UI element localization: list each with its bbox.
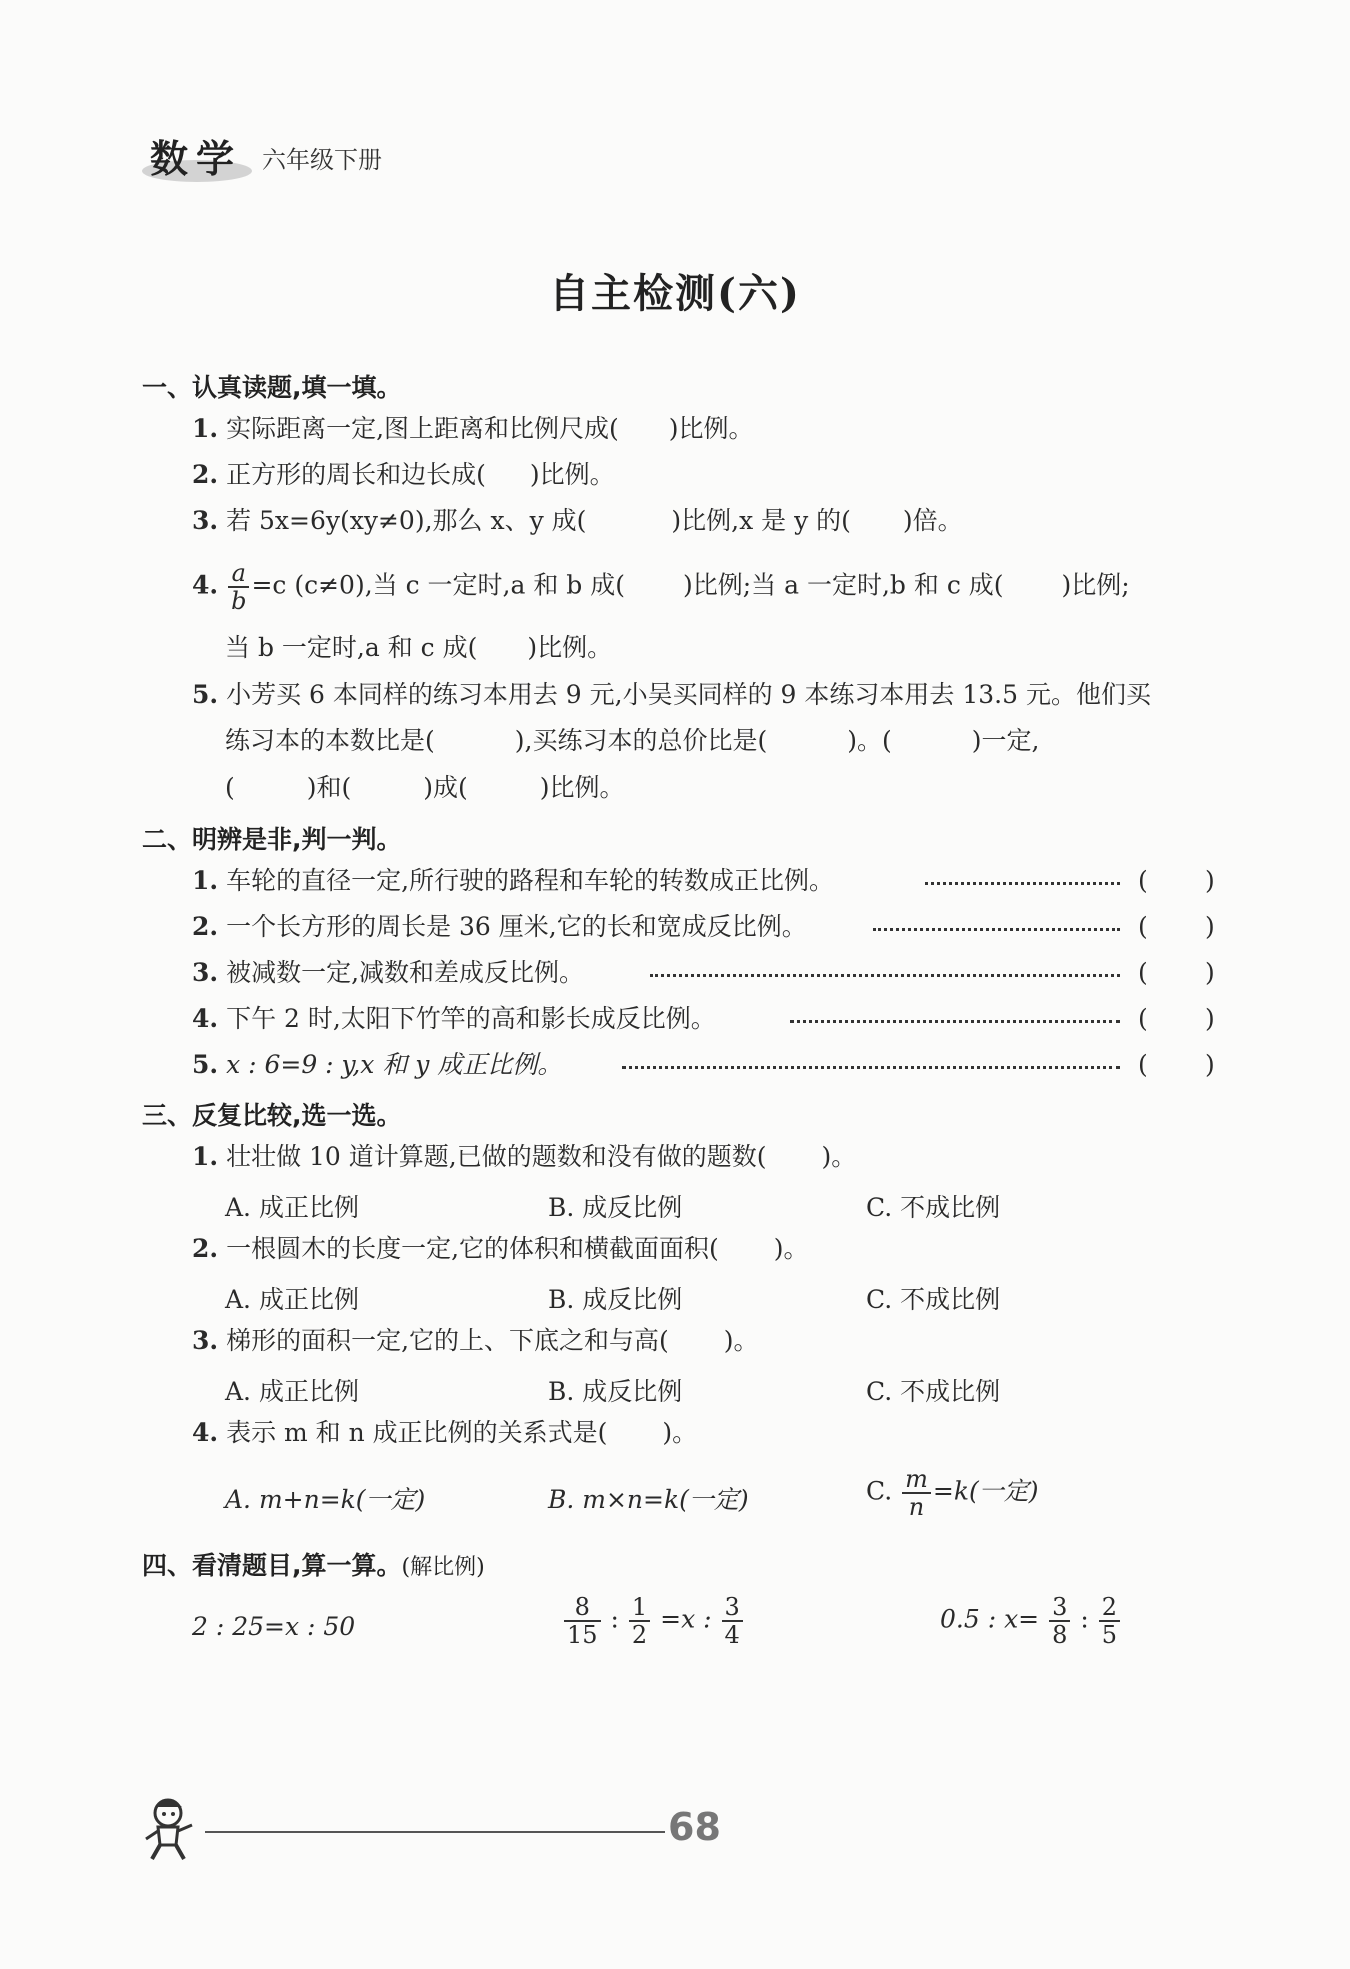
s4-p3-sep: :: [1080, 1604, 1089, 1634]
s4-problem-3: [940, 1594, 1122, 1648]
s3-q4-c-frac-top: m: [902, 1466, 931, 1494]
section4-note: (解比例): [401, 1555, 485, 1580]
s1-q3-text-b: )比例,x 是 y 的(: [671, 506, 851, 535]
s2-item-5: [192, 1050, 562, 1080]
answer-paren-open: (: [1138, 866, 1148, 895]
leader-dots: [650, 974, 1120, 977]
judge-answer-slot[interactable]: [1152, 866, 1202, 896]
s2-item-2: [192, 912, 807, 942]
leader-dots: [790, 1020, 1120, 1023]
s2-item-text: 被减数一定,减数和差成反比例。: [226, 958, 585, 987]
s3-q3-text-b: )。: [723, 1326, 759, 1355]
s1-q4-frac-top: a: [228, 560, 249, 588]
s3-q2-option-a[interactable]: A. 成正比例: [225, 1285, 359, 1314]
s1-q5-line2-c: )。(: [847, 726, 892, 755]
s1-q5-line2-a: 练习本的本数比是(: [225, 726, 435, 755]
mascot-icon: [140, 1795, 198, 1865]
s3-q3: [192, 1326, 759, 1356]
s3-q2: [192, 1234, 809, 1264]
s3-q4-option-c-fraction: [902, 1466, 931, 1520]
s2-item-text: 车轮的直径一定,所行驶的路程和车轮的转数成正比例。: [226, 866, 835, 895]
s3-q1-option-b[interactable]: B. 成反比例: [548, 1193, 683, 1222]
page-number: 68: [668, 1805, 721, 1849]
s1-q2-number: 2.: [192, 460, 219, 489]
s1-q5-line3-b: )和(: [306, 773, 352, 802]
s3-q4-text-b: )。: [662, 1418, 698, 1447]
s3-q2-text-a: 一根圆木的长度一定,它的体积和横截面面积(: [226, 1234, 719, 1263]
s1-q5-line1: [192, 680, 1151, 710]
s1-q5-line3-a: (: [225, 773, 235, 802]
s1-q3-text-c: )倍。: [902, 506, 963, 535]
section3-heading: 三、反复比较,选一选。: [142, 1101, 402, 1130]
s1-q4-number: 4.: [192, 570, 219, 600]
header-subject: 数学: [150, 137, 243, 181]
s3-q1-number: 1.: [192, 1142, 219, 1171]
s3-q4-option-a[interactable]: A. m+n=k(一定): [225, 1485, 426, 1514]
s4-p3-f1-bottom: 8: [1052, 1621, 1068, 1649]
s3-q4-c-frac-bottom: n: [908, 1493, 925, 1521]
s1-q4-fraction: [228, 560, 249, 614]
s1-q4-line2-b: )比例。: [527, 633, 613, 662]
s1-q1-text-b: )比例。: [668, 414, 754, 443]
s1-q5-number: 5.: [192, 680, 219, 709]
s3-q1-text-a: 壮壮做 10 道计算题,已做的题数和没有做的题数(: [226, 1142, 767, 1171]
s1-q5-line2-d: )一定,: [971, 726, 1040, 755]
s4-p3-f1-top: 3: [1049, 1594, 1070, 1622]
answer-paren-open: (: [1138, 912, 1148, 941]
s4-p3-frac-2: [1099, 1594, 1120, 1648]
s1-q4-text-b: )比例;当 a 一定时,b 和 c 成(: [683, 570, 1004, 600]
s1-q4-line2-a: 当 b 一定时,a 和 c 成(: [225, 633, 478, 662]
s1-q5-line2-b: ),买练习本的总价比是(: [514, 726, 768, 755]
s3-q3-number: 3.: [192, 1326, 219, 1355]
s2-item-4: [192, 1004, 716, 1034]
s1-q5-line2: [225, 726, 1039, 756]
s1-q1-number: 1.: [192, 414, 219, 443]
s1-q2-text-a: 正方形的周长和边长成(: [226, 460, 486, 489]
s4-p2-mid: =x :: [660, 1604, 712, 1634]
s4-p2-f2-bottom: 2: [631, 1621, 648, 1649]
s3-q1-option-c[interactable]: C. 不成比例: [866, 1193, 1001, 1222]
judge-answer-slot[interactable]: [1152, 1004, 1202, 1034]
judge-answer-slot[interactable]: [1152, 1050, 1202, 1080]
answer-paren-close: ): [1205, 912, 1215, 941]
answer-paren-close: ): [1205, 866, 1215, 895]
s1-q2: [192, 460, 615, 490]
s4-p2-frac-2: [629, 1594, 650, 1648]
s4-p3-f2-top: 2: [1099, 1594, 1120, 1622]
s1-q1-text-a: 实际距离一定,图上距离和比例尺成(: [226, 414, 619, 443]
s1-q4: [192, 560, 1130, 614]
s4-p3-frac-1: [1049, 1594, 1070, 1648]
s3-q3-text-a: 梯形的面积一定,它的上、下底之和与高(: [226, 1326, 669, 1355]
s2-item-text: 下午 2 时,太阳下竹竿的高和影长成反比例。: [226, 1004, 716, 1033]
s1-q4-line2: [225, 633, 612, 663]
answer-paren-close: ): [1205, 958, 1215, 987]
s4-p2-frac-3: [722, 1594, 743, 1648]
s3-q4-option-c-prefix: C.: [866, 1476, 893, 1506]
page-title: 自主检测(六): [549, 270, 801, 317]
s3-q3-option-b[interactable]: B. 成反比例: [548, 1377, 683, 1406]
judge-answer-slot[interactable]: [1152, 958, 1202, 988]
s1-q1: [192, 414, 754, 444]
answer-paren-close: ): [1205, 1004, 1215, 1033]
section4-heading-text: 四、看清题目,算一算。: [142, 1551, 402, 1580]
s4-p3-pre: 0.5 : x=: [940, 1604, 1040, 1634]
s4-p3-f2-bottom: 5: [1101, 1621, 1117, 1649]
s1-q4-text-c: )比例;: [1061, 570, 1130, 600]
s2-item-number: 1.: [192, 866, 219, 895]
s4-p2-f1-bottom: 15: [567, 1621, 598, 1649]
s1-q3-text-a: 若 5x=6y(xy≠0),那么 x、y 成(: [226, 506, 587, 535]
s2-item-number: 3.: [192, 958, 219, 987]
s1-q3: [192, 506, 963, 536]
s3-q4: [192, 1418, 697, 1448]
s3-q4-text-a: 表示 m 和 n 成正比例的关系式是(: [226, 1418, 608, 1447]
s1-q5-line3: [225, 773, 625, 803]
s2-item-text: x : 6=9 : y,x 和 y 成正比例。: [226, 1050, 563, 1079]
s4-p2-f2-top: 1: [629, 1594, 650, 1622]
section4-heading: [142, 1546, 485, 1582]
s4-p2-sep: :: [610, 1604, 619, 1634]
section2-heading: 二、明辨是非,判一判。: [142, 825, 402, 854]
answer-paren-open: (: [1138, 1004, 1148, 1033]
s2-item-3: [192, 958, 584, 988]
s3-q2-option-b[interactable]: B. 成反比例: [548, 1285, 683, 1314]
s3-q2-number: 2.: [192, 1234, 219, 1263]
s3-q4-option-b[interactable]: B. m×n=k(一定): [548, 1485, 749, 1514]
leader-dots: [925, 882, 1120, 885]
s3-q3-option-c[interactable]: C. 不成比例: [866, 1377, 1001, 1406]
s2-item-number: 4.: [192, 1004, 219, 1033]
leader-dots: [622, 1066, 1120, 1069]
s4-problem-2: [562, 1594, 745, 1648]
s1-q2-text-b: )比例。: [529, 460, 615, 489]
section1-heading: 一、认真读题,填一填。: [142, 373, 402, 402]
s2-item-number: 5.: [192, 1050, 219, 1079]
s3-q1: [192, 1142, 856, 1172]
s1-q5-line3-c: )成(: [423, 773, 468, 802]
s3-q1-text-b: )。: [821, 1142, 857, 1171]
s3-q3-option-a[interactable]: A. 成正比例: [225, 1377, 359, 1406]
s1-q5-line1-text: 小芳买 6 本同样的练习本用去 9 元,小吴买同样的 9 本练习本用去 13.5 元。他们买: [226, 680, 1151, 709]
footer-rule: [205, 1831, 665, 1833]
s4-p2-f1-top: 8: [564, 1594, 601, 1622]
s3-q4-option-c[interactable]: [866, 1466, 1039, 1520]
s1-q5-line3-d: )比例。: [539, 773, 625, 802]
answer-paren-close: ): [1205, 1050, 1215, 1079]
s3-q2-text-b: )。: [773, 1234, 809, 1263]
s4-p2-frac-1: [564, 1594, 601, 1648]
s2-item-number: 2.: [192, 912, 219, 941]
s4-p2-f3-bottom: 4: [724, 1621, 740, 1649]
leader-dots: [873, 928, 1120, 931]
s1-q4-text-a: =c (c≠0),当 c 一定时,a 和 b 成(: [251, 570, 625, 600]
s2-item-text: 一个长方形的周长是 36 厘米,它的长和宽成反比例。: [226, 912, 807, 941]
s4-problem-1: 2 : 25=x : 50: [192, 1612, 356, 1641]
s1-q3-number: 3.: [192, 506, 219, 535]
s1-q4-frac-bottom: b: [231, 587, 247, 615]
judge-answer-slot[interactable]: [1152, 912, 1202, 942]
s2-item-1: [192, 866, 834, 896]
header-grade: 六年级下册: [262, 146, 382, 174]
answer-paren-open: (: [1138, 958, 1148, 987]
s3-q4-number: 4.: [192, 1418, 219, 1447]
s4-p2-f3-top: 3: [722, 1594, 743, 1622]
answer-paren-open: (: [1138, 1050, 1148, 1079]
s3-q2-option-c[interactable]: C. 不成比例: [866, 1285, 1001, 1314]
s3-q1-option-a[interactable]: A. 成正比例: [225, 1193, 359, 1222]
s3-q4-option-c-suffix: =k(一定): [932, 1476, 1039, 1506]
